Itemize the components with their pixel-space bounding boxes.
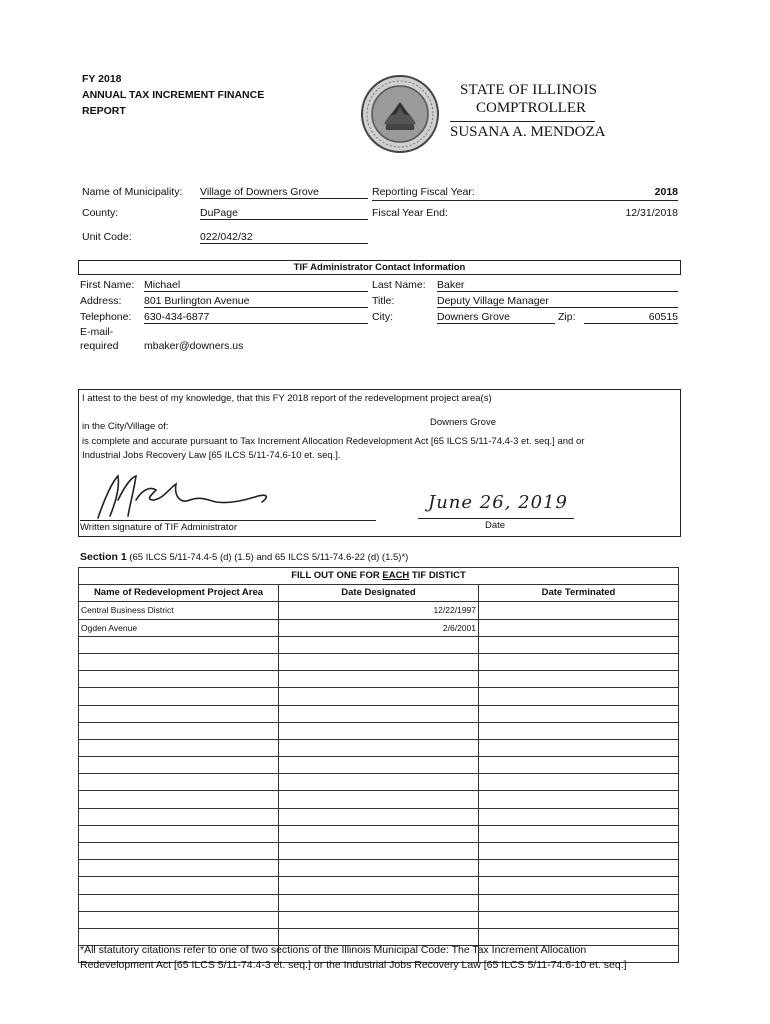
city-value: Downers Grove [437, 311, 555, 324]
tif-district-table [78, 567, 679, 963]
county-value: DuPage [200, 207, 368, 220]
cell-date-designated [279, 825, 479, 842]
cell-project-area [79, 894, 279, 911]
cell-date-terminated [479, 843, 679, 860]
table-row [79, 636, 679, 653]
cell-date-designated [279, 653, 479, 670]
cell-date-designated [279, 705, 479, 722]
municipality-label: Name of Municipality: [82, 186, 183, 198]
table-row [79, 791, 679, 808]
cell-date-designated [279, 774, 479, 791]
title-label: Title: [372, 295, 395, 307]
cell-date-designated [279, 739, 479, 756]
contact-header-title: TIF Administrator Contact Information [293, 262, 466, 273]
attestation-city-value: Downers Grove [430, 417, 496, 428]
last-name-label: Last Name: [372, 279, 426, 291]
cell-date-terminated [479, 602, 679, 619]
cell-date-terminated [479, 825, 679, 842]
cell-date-terminated [479, 739, 679, 756]
comptroller-name: SUSANA A. MENDOZA [450, 124, 606, 140]
cell-date-terminated [479, 791, 679, 808]
municipality-value: Village of Downers Grove [200, 186, 368, 199]
unit-code-value: 022/042/32 [200, 231, 368, 244]
table-row [79, 774, 679, 791]
cell-date-terminated [479, 894, 679, 911]
cell-date-designated [279, 791, 479, 808]
cell-date-designated [279, 671, 479, 688]
table-row [79, 619, 679, 636]
fiscal-year-end-value: 12/31/2018 [625, 207, 678, 219]
telephone-label: Telephone: [80, 311, 132, 323]
table-title-c: TIF DISTICT [409, 570, 466, 582]
table-row [79, 843, 679, 860]
footnote-line1: *All statutory citations refer to one of two sections of the Illinois Municipal Code: The Tax Increment Allocation [80, 944, 587, 956]
cell-project-area [79, 636, 279, 653]
cell-project-area [79, 671, 279, 688]
fiscal-year-label: Reporting Fiscal Year: [372, 186, 475, 198]
cell-project-area [79, 808, 279, 825]
cell-project-area [79, 757, 279, 774]
cell-date-designated: 12/22/1997 [279, 602, 479, 619]
contact-header-box [78, 260, 681, 275]
cell-date-designated [279, 877, 479, 894]
report-year: FY 2018 [82, 73, 122, 85]
cell-project-area [79, 653, 279, 670]
attestation-line3: is complete and accurate pursuant to Tax Increment Allocation Redevelopment Act [65 ILCS 5/11-74.4-3 et. seq.] and or [82, 436, 585, 447]
office-name: COMPTROLLER [476, 100, 587, 116]
cell-date-designated [279, 808, 479, 825]
col-header-name: Name of Redevelopment Project Area [79, 585, 279, 602]
table-row [79, 653, 679, 670]
table-row [79, 860, 679, 877]
cell-date-terminated [479, 757, 679, 774]
cell-date-designated [279, 843, 479, 860]
cell-project-area [79, 722, 279, 739]
cell-date-terminated [479, 671, 679, 688]
cell-project-area [79, 774, 279, 791]
table-row [79, 911, 679, 928]
header-rule [450, 121, 595, 122]
section-title-bold: Section 1 [80, 551, 127, 563]
fiscal-year-end-label: Fiscal Year End: [372, 207, 448, 219]
cell-project-area [79, 739, 279, 756]
cell-project-area [79, 877, 279, 894]
cell-date-designated [279, 894, 479, 911]
address-value: 801 Burlington Avenue [144, 295, 368, 308]
zip-value: 60515 [584, 311, 678, 324]
state-seal-icon [360, 74, 440, 154]
cell-project-area [79, 843, 279, 860]
cell-date-designated [279, 757, 479, 774]
date-label: Date [485, 520, 506, 531]
cell-date-terminated [479, 722, 679, 739]
fiscal-year-rule [372, 200, 678, 201]
col-header-designated: Date Designated [279, 585, 479, 602]
cell-date-terminated [479, 860, 679, 877]
cell-date-terminated [479, 619, 679, 636]
table-row [79, 739, 679, 756]
cell-project-area [79, 705, 279, 722]
report-title-cont: REPORT [82, 105, 126, 117]
address-label: Address: [80, 295, 122, 307]
attestation-line1: I attest to the best of my knowledge, that this FY 2018 report of the redevelopment project area(s) [82, 393, 492, 404]
telephone-value: 630-434-6877 [144, 311, 368, 324]
state-name: STATE OF ILLINOIS [460, 82, 598, 98]
city-label: City: [372, 311, 393, 323]
handwritten-date: June 26, 2019 [428, 492, 568, 513]
cell-date-terminated [479, 636, 679, 653]
title-value: Deputy Village Manager [437, 295, 678, 308]
handwritten-signature-icon [90, 470, 290, 522]
cell-date-terminated [479, 808, 679, 825]
table-row [79, 688, 679, 705]
footnote-line2: Redevelopment Act [65 ILCS 5/11-74.4-3 et. seq.] or the Industrial Jobs Recovery Law [65 ILCS 5/11-74.6-10 et. seq.] [80, 959, 627, 971]
email-label: E-mail- [80, 326, 114, 338]
email-value: mbaker@downers.us [144, 340, 244, 352]
cell-date-terminated [479, 877, 679, 894]
cell-project-area [79, 688, 279, 705]
signature-label: Written signature of TIF Administrator [80, 522, 237, 533]
last-name-value: Baker [437, 279, 678, 292]
table-row [79, 808, 679, 825]
cell-date-terminated [479, 705, 679, 722]
cell-date-terminated [479, 653, 679, 670]
signature-line [80, 520, 376, 521]
cell-date-designated [279, 636, 479, 653]
table-row [79, 602, 679, 619]
table-row [79, 757, 679, 774]
date-line [418, 518, 574, 519]
first-name-value: Michael [144, 279, 368, 292]
cell-date-terminated [479, 688, 679, 705]
cell-date-terminated [479, 774, 679, 791]
unit-code-label: Unit Code: [82, 231, 132, 243]
table-title [79, 568, 679, 585]
table-row [79, 825, 679, 842]
cell-date-designated [279, 911, 479, 928]
cell-date-terminated [479, 911, 679, 928]
table-row [79, 894, 679, 911]
cell-date-designated: 2/6/2001 [279, 619, 479, 636]
email-required-label: required [80, 340, 119, 352]
county-label: County: [82, 207, 119, 219]
attestation-line4: Industrial Jobs Recovery Law [65 ILCS 5/11-74.6-10 et. seq.]. [82, 450, 341, 461]
section-title [80, 551, 408, 563]
table-row [79, 722, 679, 739]
cell-project-area [79, 911, 279, 928]
cell-date-designated [279, 688, 479, 705]
cell-date-designated [279, 860, 479, 877]
cell-project-area [79, 860, 279, 877]
cell-date-designated [279, 722, 479, 739]
cell-project-area [79, 791, 279, 808]
cell-project-area: Central Business District [79, 602, 279, 619]
cell-project-area [79, 825, 279, 842]
attestation-city-label: in the City/Village of: [82, 421, 169, 432]
table-row [79, 705, 679, 722]
report-title: ANNUAL TAX INCREMENT FINANCE [82, 89, 265, 101]
table-row [79, 877, 679, 894]
table-title-a: FILL OUT ONE FOR [291, 570, 383, 582]
first-name-label: First Name: [80, 279, 135, 291]
table-row [79, 671, 679, 688]
fiscal-year-value: 2018 [654, 186, 678, 198]
zip-label: Zip: [558, 311, 576, 323]
cell-project-area: Ogden Avenue [79, 619, 279, 636]
section-title-citation: (65 ILCS 5/11-74.4-5 (d) (1.5) and 65 ILCS 5/11-74.6-22 (d) (1.5)*) [126, 552, 409, 563]
table-title-each: EACH [382, 570, 410, 582]
col-header-terminated: Date Terminated [479, 585, 679, 602]
